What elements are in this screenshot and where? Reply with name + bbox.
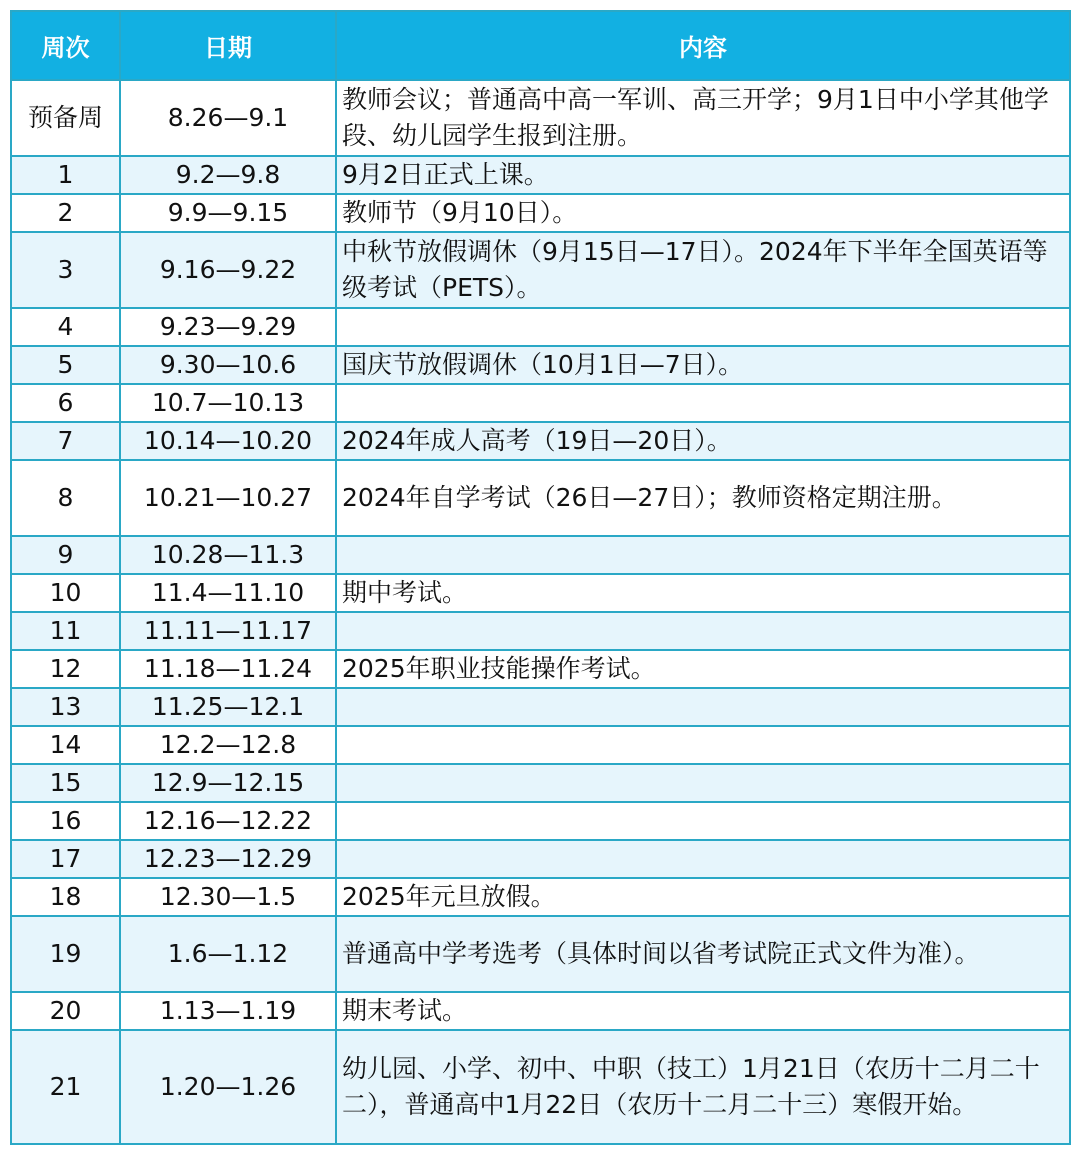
- table-row: [11, 536, 1070, 574]
- week-cell: 12: [11, 650, 120, 688]
- table-row: [11, 1030, 1070, 1144]
- date-cell: 12.23—12.29: [120, 840, 336, 878]
- table-row: [11, 346, 1070, 384]
- content-cell: [336, 688, 1070, 726]
- week-cell: 8: [11, 460, 120, 536]
- content-cell: 期末考试。: [336, 992, 1070, 1030]
- content-cell: 2024年成人高考（19日—20日）。: [336, 422, 1070, 460]
- week-cell: 17: [11, 840, 120, 878]
- date-cell: 11.18—11.24: [120, 650, 336, 688]
- table-row: [11, 308, 1070, 346]
- table-row: [11, 194, 1070, 232]
- date-cell: 12.9—12.15: [120, 764, 336, 802]
- table-row: [11, 992, 1070, 1030]
- school-calendar-table: [10, 10, 1071, 1145]
- week-cell: 19: [11, 916, 120, 992]
- date-cell: 12.16—12.22: [120, 802, 336, 840]
- date-cell: 10.7—10.13: [120, 384, 336, 422]
- content-cell: 期中考试。: [336, 574, 1070, 612]
- week-cell: 5: [11, 346, 120, 384]
- date-cell: 9.23—9.29: [120, 308, 336, 346]
- content-cell: 教师会议；普通高中高一军训、高三开学；9月1日中小学其他学段、幼儿园学生报到注册。: [336, 80, 1070, 156]
- date-cell: 9.16—9.22: [120, 232, 336, 308]
- header-content: 内容: [336, 11, 1070, 80]
- week-cell: 21: [11, 1030, 120, 1144]
- table-header-row: [11, 11, 1070, 80]
- content-cell: 2025年元旦放假。: [336, 878, 1070, 916]
- week-cell: 11: [11, 612, 120, 650]
- week-cell: 2: [11, 194, 120, 232]
- week-cell: 16: [11, 802, 120, 840]
- week-cell: 18: [11, 878, 120, 916]
- table-row: [11, 650, 1070, 688]
- content-cell: [336, 840, 1070, 878]
- date-cell: 12.30—1.5: [120, 878, 336, 916]
- header-date: 日期: [120, 11, 336, 80]
- content-cell: 中秋节放假调休（9月15日—17日）。2024年下半年全国英语等级考试（PETS）。: [336, 232, 1070, 308]
- content-cell: 9月2日正式上课。: [336, 156, 1070, 194]
- date-cell: 9.9—9.15: [120, 194, 336, 232]
- table-row: [11, 878, 1070, 916]
- date-cell: 10.28—11.3: [120, 536, 336, 574]
- date-cell: 11.4—11.10: [120, 574, 336, 612]
- content-cell: 普通高中学考选考（具体时间以省考试院正式文件为准）。: [336, 916, 1070, 992]
- table-row: [11, 574, 1070, 612]
- date-cell: 1.6—1.12: [120, 916, 336, 992]
- table-row: [11, 764, 1070, 802]
- table-row: [11, 802, 1070, 840]
- date-cell: 8.26—9.1: [120, 80, 336, 156]
- table-row: [11, 422, 1070, 460]
- week-cell: 4: [11, 308, 120, 346]
- table-row: [11, 840, 1070, 878]
- table-row: [11, 460, 1070, 536]
- content-cell: [336, 764, 1070, 802]
- table-row: [11, 80, 1070, 156]
- content-cell: [336, 536, 1070, 574]
- week-cell: 10: [11, 574, 120, 612]
- table-row: [11, 688, 1070, 726]
- content-cell: [336, 384, 1070, 422]
- content-cell: 2025年职业技能操作考试。: [336, 650, 1070, 688]
- date-cell: 10.14—10.20: [120, 422, 336, 460]
- date-cell: 1.13—1.19: [120, 992, 336, 1030]
- week-cell: 6: [11, 384, 120, 422]
- week-cell: 20: [11, 992, 120, 1030]
- content-cell: 2024年自学考试（26日—27日）；教师资格定期注册。: [336, 460, 1070, 536]
- week-cell: 9: [11, 536, 120, 574]
- header-week: 周次: [11, 11, 120, 80]
- table-row: [11, 726, 1070, 764]
- content-cell: 国庆节放假调休（10月1日—7日）。: [336, 346, 1070, 384]
- week-cell: 15: [11, 764, 120, 802]
- date-cell: 9.30—10.6: [120, 346, 336, 384]
- table-row: [11, 612, 1070, 650]
- content-cell: 教师节（9月10日）。: [336, 194, 1070, 232]
- table-row: [11, 916, 1070, 992]
- week-cell: 1: [11, 156, 120, 194]
- week-cell: 7: [11, 422, 120, 460]
- content-cell: [336, 612, 1070, 650]
- content-cell: [336, 802, 1070, 840]
- date-cell: 11.11—11.17: [120, 612, 336, 650]
- table-row: [11, 384, 1070, 422]
- week-cell: 14: [11, 726, 120, 764]
- table-row: [11, 232, 1070, 308]
- table-row: [11, 156, 1070, 194]
- content-cell: [336, 726, 1070, 764]
- date-cell: 10.21—10.27: [120, 460, 336, 536]
- content-cell: [336, 308, 1070, 346]
- date-cell: 11.25—12.1: [120, 688, 336, 726]
- week-cell: 3: [11, 232, 120, 308]
- week-cell: 13: [11, 688, 120, 726]
- date-cell: 9.2—9.8: [120, 156, 336, 194]
- content-cell: 幼儿园、小学、初中、中职（技工）1月21日（农历十二月二十二），普通高中1月22日（农历十二月二十三）寒假开始。: [336, 1030, 1070, 1144]
- date-cell: 12.2—12.8: [120, 726, 336, 764]
- date-cell: 1.20—1.26: [120, 1030, 336, 1144]
- week-cell: 预备周: [11, 80, 120, 156]
